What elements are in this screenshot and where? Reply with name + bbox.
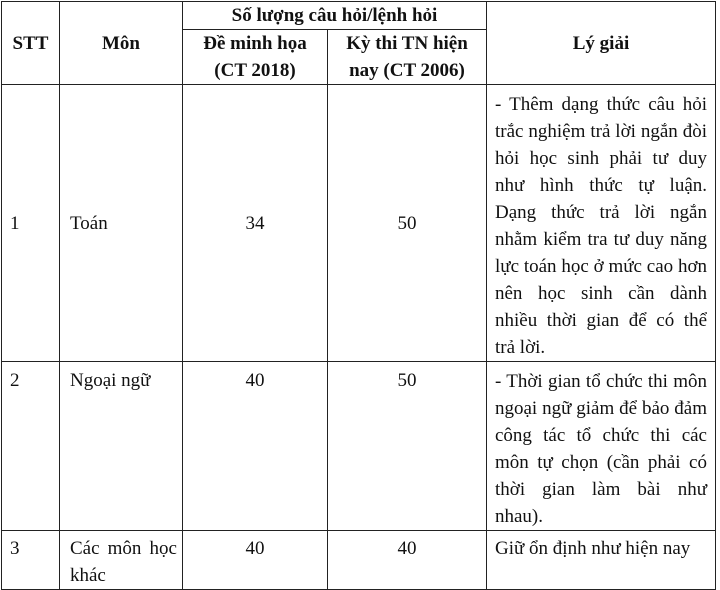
table-row xyxy=(2,362,716,531)
row-ct2018: 40 xyxy=(183,362,328,531)
header-reason: Lý giải xyxy=(487,2,716,85)
row-stt: 2 xyxy=(2,362,60,531)
row-ct2006: 50 xyxy=(328,362,487,531)
row-subject: Toán xyxy=(60,85,183,362)
table-row xyxy=(2,531,716,590)
row-ct2018: 34 xyxy=(183,85,328,362)
header-question-count: Số lượng câu hỏi/lệnh hỏi xyxy=(183,2,487,30)
row-reason: - Thêm dạng thức câu hỏi trắc nghiệm trả lời ngắn đòi hỏi học sinh phải tư duy như hình thức tự luận. Dạng thức trả lời ngắn nhằm kiểm tra tư duy năng lực toán học ở mức cao hơn nên học sinh cần dành nhiều thời gian để có thể trả lời. xyxy=(487,85,716,362)
header-subject: Môn xyxy=(60,2,183,85)
row-subject-text: Các môn học khác xyxy=(70,538,177,586)
row-ct2006: 50 xyxy=(328,85,487,362)
row-stt: 1 xyxy=(2,85,60,362)
row-subject: Ngoại ngữ xyxy=(60,362,183,531)
row-ct2006: 40 xyxy=(328,531,487,590)
header-ct2018 xyxy=(183,30,328,85)
header-ct2018-line1: Đề minh họa xyxy=(203,33,307,54)
header-stt: STT xyxy=(2,2,60,85)
header-ct2006-line1: Kỳ thi TN hiện xyxy=(346,33,468,54)
comparison-table xyxy=(1,1,716,590)
header-ct2006-line2: nay (CT 2006) xyxy=(349,60,465,81)
row-reason: - Thời gian tổ chức thi môn ngoại ngữ giảm để bảo đảm công tác tổ chức thi các môn tự chọn (cần phải có thời gian làm bài như nhau). xyxy=(487,362,716,531)
row-stt: 3 xyxy=(2,531,60,590)
header-ct2006 xyxy=(328,30,487,85)
table-row xyxy=(2,85,716,362)
row-reason: Giữ ổn định như hiện nay xyxy=(487,531,716,590)
row-subject xyxy=(60,531,183,590)
header-ct2018-line2: (CT 2018) xyxy=(214,60,296,81)
row-ct2018: 40 xyxy=(183,531,328,590)
